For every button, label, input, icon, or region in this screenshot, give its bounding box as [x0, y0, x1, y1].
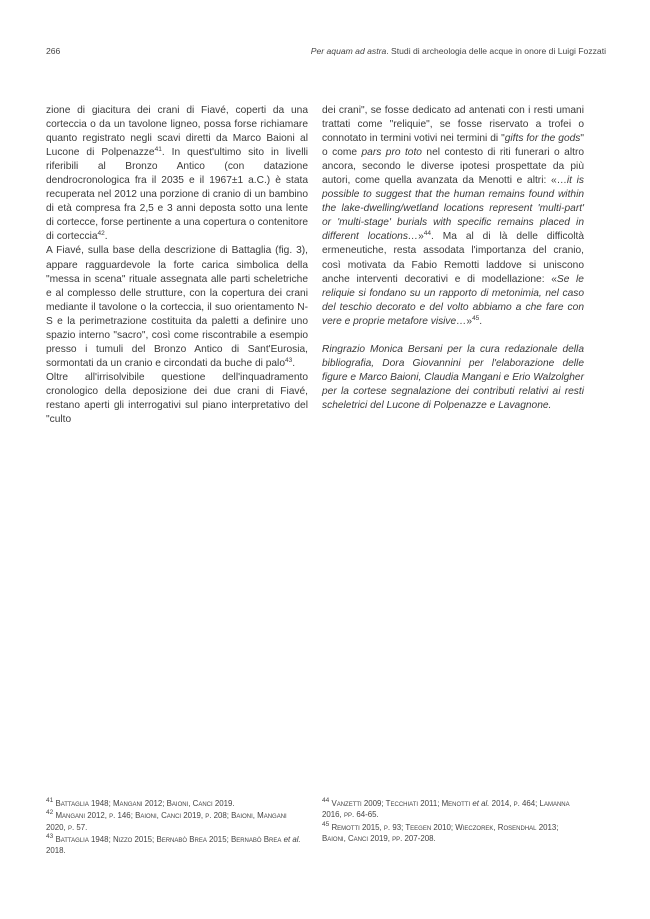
- paragraph: Oltre all'irrisolvibile questione dell'inquadramento cronologico della deposizione dei due crani di Fiavé, restano aperti gli interrogativi sul piano interpretativo del "culto: [46, 371, 308, 426]
- footnote: [322, 798, 584, 821]
- footnote-text: 2014, p. 464; Lamanna 2016, pp. 64-65.: [322, 799, 570, 820]
- running-title: [311, 46, 606, 56]
- footnote: [46, 798, 308, 809]
- acknowledgements: Ringrazio Monica Bersani per la cura redazionale della bibliografia, Dora Giovannini per l'elaborazione delle figure e Marco Baioni, Claudia Mangani e Erio Walzolgher per la cortese segnalazione dei contributi relativi ai resti scheletrici del Lucone di Polpenazze e Lavagnone.: [322, 343, 584, 411]
- text-run: »: [466, 315, 473, 327]
- page-number: 266: [46, 46, 61, 56]
- footnote-number: 44: [322, 797, 330, 804]
- footnote-text: Remotti 2015, p. 93; Teegen 2010; Wieczorek, Rosendhal 2013; Baioni, Canci 2019, pp. 207-208.: [322, 822, 559, 843]
- text-run: zione di giacitura dei crani di Fiavé, coperti da una corteccia o da un tavolone ligneo, possa forse richiamare quanto registrato negli scavi diretti da Marco Baioni al Lucone di Polpenazze: [46, 105, 308, 159]
- footnote-ref: 43: [285, 356, 293, 364]
- footnote-number: 45: [322, 820, 330, 828]
- text-run: dei crani", se fosse dedicato ad antenati con i resti umani trattati come "reliquie", se fosse riservato a trofei o connotato in termini votivi nei termini di ": [322, 105, 584, 145]
- text-run: .: [479, 315, 483, 327]
- text-run: .: [104, 231, 108, 243]
- footnote-text: 2018.: [46, 846, 66, 856]
- footnote-number: 42: [46, 809, 54, 817]
- italic-run: gifts for the gods: [504, 133, 581, 145]
- text-run: . In quest'ultimo sito in livelli riferibili al Bronzo Antico (con datazione dendrocronologica fra il 2035 e il 1967±1 a.C.) è stata recuperata nel 2012 una porzione di cranio di un bambino di età compresa fra 2,5 e 3 anni deposta sotto una lente di cortecce, forse pertinente a una copertura o contenitore di corteccia: [46, 147, 308, 243]
- footnotes-right: [322, 798, 584, 845]
- paragraph: [322, 104, 584, 329]
- running-title-italic: Per aquam ad astra: [310, 46, 387, 56]
- footnote: [46, 834, 308, 857]
- italic-quote: it is possible to suggest that the human remains found within the lake-dwelling/wetland locations represent 'multi-part' or 'multi-stage' burials with specific remains placed in different locations…: [322, 175, 584, 243]
- right-text-column: [322, 104, 584, 413]
- footnote-ref: 41: [154, 146, 162, 154]
- footnote-ref: 42: [97, 230, 105, 238]
- left-text-column: [46, 104, 308, 427]
- text-run: . Ma al di là delle difficoltà ermeneutiche, resta assodata l'importanza del cranio, così motivata da Fabio Remotti laddove si uniscono anche interventi decorativi e di modellazione: «: [322, 231, 584, 285]
- footnote-number: 43: [46, 832, 54, 840]
- text-run: A Fiavé, sulla base della descrizione di Battaglia (fig. 3), appare ragguardevole la forte carica simbolica della "messa in scena" rituale assegnata alle parti scheletriche e al complesso delle strutture, con la copertura dei crani mediante il tavolone o la corteccia, il suo orientamento N-S e la perimetrazione costituita da paletti a definire uno spazio interno "sacro", così come riscontrabile a esempio presso i tumuli del Bronzo Antico di Sant'Eurosia, sormontati da un cranio e circondati da buche di palo: [46, 245, 308, 369]
- footnote-number: 41: [46, 797, 54, 804]
- running-header: [46, 46, 606, 60]
- footnote-text: Mangani 2012, p. 146; Baioni, Canci 2019, p. 208; Baioni, Mangani 2020, p. 57.: [46, 811, 287, 832]
- footnote-italic: et al.: [472, 799, 490, 808]
- paragraph: [46, 104, 308, 244]
- text-run: .: [292, 357, 296, 369]
- text-run: nel contesto di riti funerari o altro ancora, secondo le diverse ipotesi prospettate da più autori, come quella avanzata da Menotti e altri: «…: [322, 147, 584, 187]
- footnotes-left: [46, 798, 308, 857]
- footnote-ref: 44: [423, 230, 432, 238]
- footnote-italic: et al.: [283, 834, 301, 844]
- text-run: " o come: [322, 133, 584, 159]
- footnote-text: Battaglia 1948; Nizzo 2015; Bernabò Brea 2015; Bernabò Brea: [55, 834, 284, 844]
- paragraph: [46, 244, 308, 370]
- footnote-text: Battaglia 1948; Mangani 2012; Baioni, Canci 2019.: [55, 799, 235, 808]
- running-title-rest: . Studi di archeologia delle acque in onore di Luigi Fozzati: [386, 46, 606, 56]
- footnote: [322, 822, 584, 845]
- italic-run: pars pro toto: [361, 147, 422, 159]
- footnote: [46, 810, 308, 833]
- footnote-ref: 45: [472, 314, 480, 322]
- text-run: »: [418, 231, 424, 243]
- italic-quote: Se le reliquie si fondano su un rapporto di metonimia, nel caso del teschio decorato e del volto abbiamo a che fare con vere e proprie metafore visive…: [322, 273, 584, 327]
- footnote-text: Vanzetti 2009; Tecchiati 2011; Menotti: [331, 799, 473, 808]
